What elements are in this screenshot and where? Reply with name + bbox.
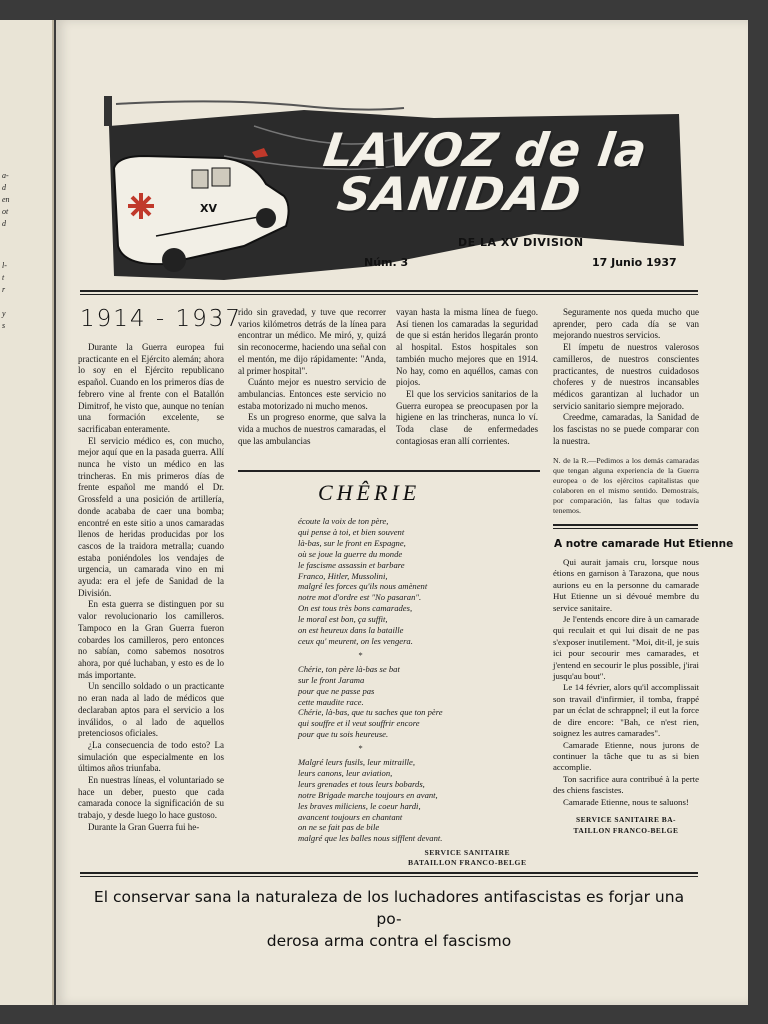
left-fragment: y — [2, 309, 6, 318]
paragraph: Je l'entends encore dire à un camarade qui reculait et qui lui disait de ne pas s'exposer inutilement. "Moi, dit-il, je suis ici pour secourir mes camarades, et j'entend en secourir le plus possible, j'irai jusqu'au bout". — [553, 614, 699, 682]
hut-top-rule — [553, 524, 698, 526]
poem-title: CHÊRIE — [318, 480, 421, 505]
paragraph: Camarade Etienne, nous jurons de continuer la tâche que tu as si bien accomplie. — [553, 739, 699, 773]
issue-date: 17 Junio 1937 — [592, 256, 677, 269]
footer-line-1: El conservar sana la naturaleza de los luchadores antifascistas es forjar una po- — [93, 888, 685, 928]
hut-top-rule-thin — [553, 528, 698, 529]
editor-note: N. de la R.—Pedimos a los demás camaradas que tengan alguna experiencia de la Guerra europea o de los ejércitos capitalistas que colaboren en el mismo sentido. Demostrais, por comparación, las faltas que todavía tenemos. — [553, 456, 699, 515]
paragraph: Le 14 février, alors qu'il accomplissait son travail d'infirmier, il tomba, frappé par un éclat de schrappnel; il eut la force de dire encore: "Bah, ce n'est rien, soignez les autres camarades". — [553, 682, 699, 739]
poem-section — [238, 472, 540, 884]
issue-number: Núm. 3 — [364, 256, 409, 269]
ambulance-mark: XV — [200, 202, 217, 215]
bottom-rule — [80, 872, 698, 874]
paragraph: ¿La consecuencia de todo esto? La simulación que especialmente en los últimos años triunfaba. — [78, 739, 224, 774]
paragraph: El que los servicios sanitarios de la Guerra europea se preocupasen por la higiene en las trincheras, nunca lo ví. Toda clase de enfermedades contagiosas eran allí corrientes. — [396, 388, 538, 446]
left-page-edge — [0, 20, 54, 1005]
paragraph: Un sencillo soldado o un practicante no eran nada al lado de médicos que declaraban aptos para el servicio a los inválidos, o al lado de aquellos pretenciosos oficiales. — [78, 681, 224, 739]
left-fragment: s — [2, 321, 6, 330]
paragraph: Qui aurait jamais cru, lorsque nous étions en garnison à Tarazona, que nous aurions eu en la personne du camarade Hut Etienne un si dévoué membre du service sanitaire. — [553, 557, 699, 613]
paragraph: rido sin gravedad, y tuve que recorrer varios kilómetros detrás de la línea para encontrar un médico. Me miró, y, quizá sin reconocerme, haciendo una señal con el mentón, me dijo rápidamente: "Anda, al primer hospital". — [238, 307, 386, 376]
bottom-rule-thin — [80, 876, 698, 877]
left-fragment: r — [2, 285, 6, 294]
paragraph: Camarade Etienne, nous te saluons! — [563, 796, 689, 807]
division-label: DE LA XV DIVISION — [458, 236, 584, 249]
paragraph: vayan hasta la misma línea de fuego. Así tienen los camaradas la seguridad de que si están heridos llegarán pronto al hospital. Estos hospitales son también mucho mejores que en 1914. No hay, como en aquéllos, camas con piojos. — [396, 307, 538, 388]
paragraph: Durante la Gran Guerra fui he- — [88, 821, 200, 832]
article-heading: 1914 - 1937 — [80, 306, 242, 332]
poem-signature: SERVICE SANITAIRE BATAILLON FRANCO-BELGE — [408, 848, 527, 867]
newspaper-page — [56, 20, 748, 1005]
top-rule — [80, 290, 698, 292]
title-line-1: LAVOZ de la — [320, 123, 651, 177]
paragraph: Durante la Guerra europea fui practicante en el Ejército alemán; ahora lo soy en el Ejército republicano español. Cuando en los primeros días de febrero vine al frente con el Batallón Dimitrof, he visto que, aunque no tenían una formación excelente, se sacrificaban enteramente. — [78, 342, 224, 434]
left-fragment: en — [2, 195, 10, 204]
title-line-2: SANIDAD — [334, 167, 586, 221]
footer-line-2: derosa arma contra el fascismo — [266, 932, 512, 950]
hut-signature: SERVICE SANITAIRE BA- TAILLON FRANCO-BELGE — [573, 814, 679, 836]
paragraph: Creedme, camaradas, la Sanidad de los fascistas no se puede comparar con la nuestra. — [553, 412, 699, 446]
article-column-2 — [238, 307, 386, 447]
top-rule-thin — [80, 294, 698, 295]
hut-heading: A notre camarade Hut Etienne — [554, 538, 734, 550]
left-fragment: d — [2, 183, 6, 192]
left-fragment: a- — [2, 171, 9, 180]
article-column-1 — [78, 342, 224, 834]
paragraph: Seguramente nos queda mucho que aprender, pero cada día se van mejorando nuestros servicios. — [553, 307, 699, 341]
left-fragment: d — [2, 219, 6, 228]
paragraph: El ímpetu de nuestros valerosos camilleros, de nuestros conscientes practicantes, de nuestros cuidadosos choferes y de nuestros incansables médicos garantizan al luchador un servicio sanitario siempre mejorado. — [553, 342, 699, 411]
left-fragment: t — [2, 273, 5, 282]
paragraph: Es un progreso enorme, que salva la vida a muchos de nuestros camaradas, el que las ambulancias — [238, 412, 386, 446]
poem-text: écoute la voix de ton père, qui pense à toi, et bien souvent là-bas, sur le front en Espagne, où se joue la guerre du monde le fascisme assassin et barbare Franco, Hitler, Mussolini, malgré les forces qu'ils nous amènent notre mot d'ordre est "No pasaran". On est tous très bons camarades, le moral est bon, ça suffit, on est heureux dans la bataille ceux qu' meurent, on les vengera. * Chérie, ton père là-bas se bat sur le front Jarama pour que ne passe pas cette maudite race. Chérie, là-bas, que tu saches que ton père qui souffre et il veut souffrir encore pour que tu sois heureuse. * Malgré leurs fusils, leur mitraille, leurs canons, leur aviation, leurs grenades et tous leurs bobards, notre Brigade marche toujours en avant, les braves miliciens, le coeur hardi, avancent toujours en chantant on ne se fait pas de bile malgré que les balles nous sifflent devant. — [298, 516, 443, 844]
masthead-title — [315, 123, 651, 221]
left-fragment: ot — [2, 207, 9, 216]
paragraph: En nuestras líneas, el voluntariado se hace un deber, puesto que cada camarada conoce la significación de su trabajo, y desde luego lo hace gustoso. — [78, 775, 224, 821]
left-fragment: l- — [2, 261, 7, 270]
hut-article — [553, 557, 699, 837]
footer-slogan — [80, 886, 698, 952]
article-column-3 — [396, 307, 538, 447]
paragraph: Cuánto mejor es nuestro servicio de ambulancias. Entonces este servicio no estaba motorizado ni mucho menos. — [238, 377, 386, 411]
paragraph: Ton sacrifice aura contribué à la perte des chiens fascistes. — [553, 773, 699, 796]
paragraph: En esta guerra se distinguen por su valor revolucionario los camilleros. Tampoco en la Gran Guerra fueron cobardes los camilleros, pero entonces no sabían, como sabemos nosotros ahora, por qué luchaban, y esto es de lo más importante. — [78, 599, 224, 680]
article-column-4 — [553, 307, 699, 447]
paragraph: El servicio médico es, con mucho, mejor aquí que en la pasada guerra. Allí nunca he visto un médico en las trincheras. En mis primeros días de frente español me mandó el Dr. Grossfeld a una posición de artillería, donde acababa de caer una bomba; encontré en este sitio a unos camaradas llenos de heridas producidas por los cascos de la traidora metralla; cuando estaba poniéndoles los vendajes de urgencia, un camarada vino en mi ayuda: era el jefe de Sanidad de la División. — [78, 435, 224, 598]
